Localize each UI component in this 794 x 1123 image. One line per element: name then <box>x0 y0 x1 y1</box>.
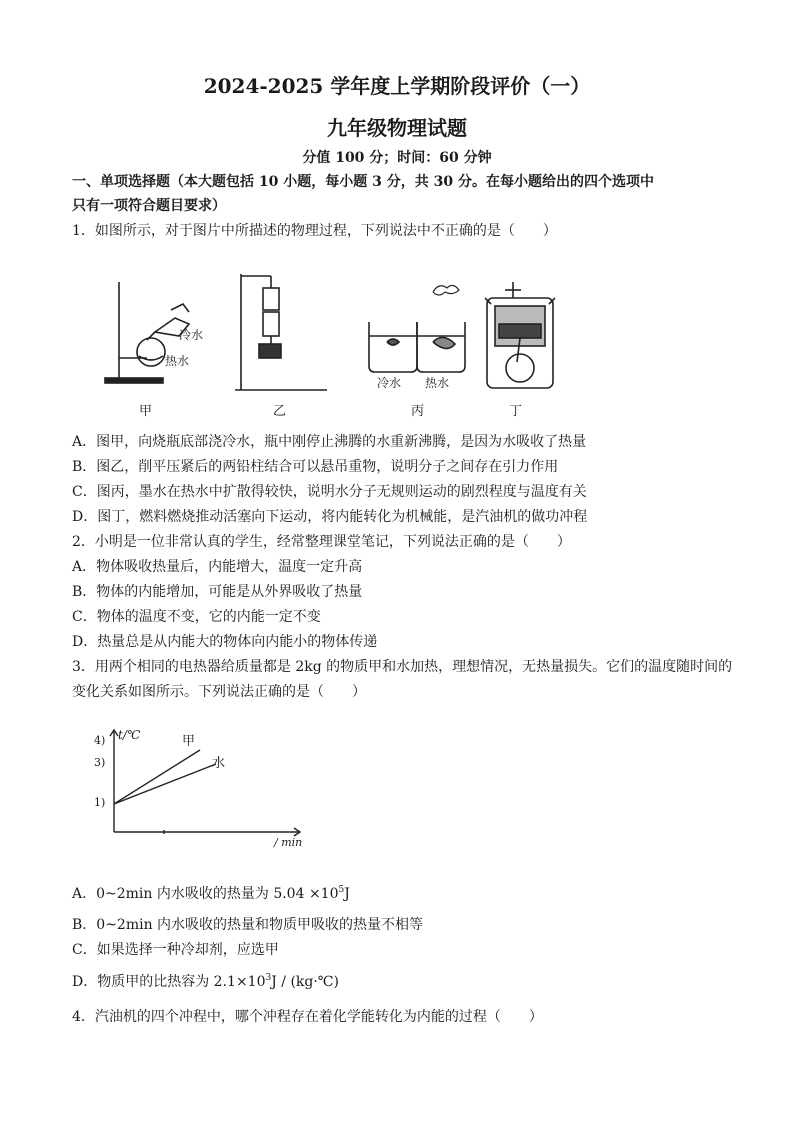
y-tick-1: 4) <box>94 734 106 747</box>
q1-figure <box>95 262 735 422</box>
q1-option-d: D．图丁，燃料燃烧推动活塞向下运动，将内能转化为机械能，是汽油机的做功冲程 <box>72 509 588 525</box>
q3-option-a-unit: J <box>344 886 350 902</box>
label-cold-water: 冷水 <box>179 328 204 342</box>
label-jia: 甲 <box>139 404 153 419</box>
line-water <box>114 764 216 804</box>
q3-option-a-exp: 5 <box>338 885 345 895</box>
q3-stem-line2: 变化关系如图所示。下列说法正确的是（ ） <box>72 684 366 700</box>
q3-stem-line1: 3．用两个相同的电热器给质量都是 2kg 的物质甲和水加热，理想情况，无热量损失。它们的温度随时间的 <box>72 659 733 675</box>
q3-option-d-text: D．物质甲的比热容为 2.1×10 <box>72 974 266 990</box>
q1-option-b: B．图乙，削平压紧后的两铅柱结合可以悬吊重物，说明分子之间存在引力作用 <box>72 459 559 475</box>
y-tick-2: 3) <box>94 756 106 769</box>
q3-option-d <box>72 972 339 992</box>
q1-option-a: A．图甲，向烧瓶底部浇冷水，瓶中刚停止沸腾的水重新沸腾，是因为水吸收了热量 <box>72 434 587 450</box>
q2-option-d: D．热量总是从内能大的物体向内能小的物体传递 <box>72 634 378 650</box>
q2-option-b: B．物体的内能增加，可能是从外界吸收了热量 <box>72 584 363 600</box>
q2-option-a: A．物体吸收热量后，内能增大，温度一定升高 <box>72 559 363 575</box>
q3-option-d-unit: J / (kg·℃) <box>271 974 339 990</box>
label-hot-water: 热水 <box>165 354 190 368</box>
label-ding: 丁 <box>509 404 523 419</box>
label-bing: 丙 <box>411 404 425 419</box>
series-label-water: 水 <box>212 756 226 771</box>
q1-option-c: C．图丙，墨水在热水中扩散得较快，说明水分子无规则运动的剧烈程度与温度有关 <box>72 484 587 500</box>
q3-option-a <box>72 884 350 904</box>
y-axis-label: t/℃ <box>118 728 141 742</box>
section-heading-line2: 只有一项符合题目要求） <box>72 198 226 214</box>
q2-option-c: C．物体的温度不变，它的内能一定不变 <box>72 609 321 625</box>
q3-option-b: B．0~2min 内水吸收的热量和物质甲吸收的热量不相等 <box>72 917 424 933</box>
exam-info: 分值 100 分；时间：60 分钟 <box>302 150 492 166</box>
q3-graph <box>92 722 332 862</box>
exam-subtitle: 九年级物理试题 <box>327 116 467 140</box>
q3-option-a-text: A．0~2min 内水吸收的热量为 5.04 ×10 <box>72 886 339 902</box>
q1-stem: 1．如图所示，对于图片中所描述的物理过程，下列说法中不正确的是（ ） <box>72 223 557 239</box>
section-heading-line1: 一、单项选择题（本大题包括 10 小题，每小题 3 分，共 30 分。在每小题给出的四个选项中 <box>72 174 654 190</box>
x-axis-label: / min <box>274 836 303 849</box>
series-label-jia: 甲 <box>182 734 196 749</box>
label-bing-hot: 热水 <box>425 376 450 390</box>
label-bing-cold: 冷水 <box>377 376 402 390</box>
y-tick-3: 1) <box>94 796 106 809</box>
q3-option-c: C．如果选择一种冷却剂，应选甲 <box>72 942 279 958</box>
q3-option-d-exp: 3 <box>265 973 272 983</box>
label-yi: 乙 <box>273 404 287 419</box>
line-jia <box>114 750 200 804</box>
exam-title: 2024-2025 学年度上学期阶段评价（一） <box>203 74 591 98</box>
q4-stem: 4．汽油机的四个冲程中，哪个冲程存在着化学能转化为内能的过程（ ） <box>72 1009 543 1025</box>
q2-stem: 2．小明是一位非常认真的学生，经常整理课堂笔记，下列说法正确的是（ ） <box>72 534 571 550</box>
